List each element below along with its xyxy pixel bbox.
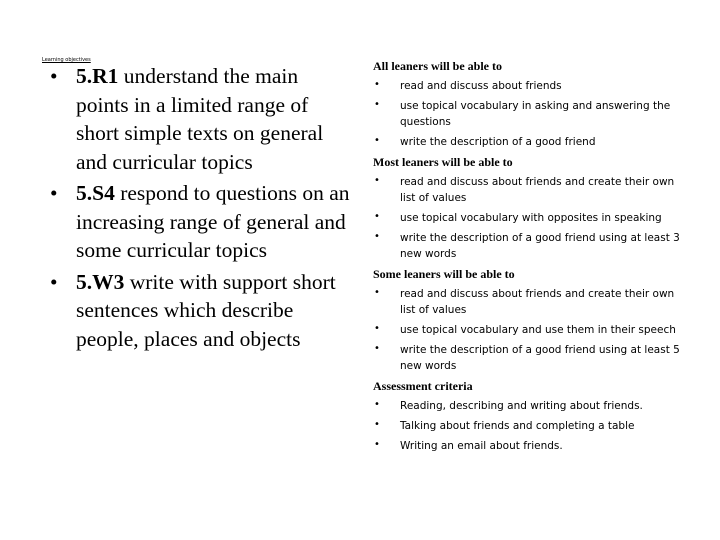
objective-item [44, 268, 350, 354]
objective-item [44, 179, 350, 265]
criteria-item [373, 286, 683, 318]
criteria-item [373, 342, 683, 374]
bullet-icon: • [374, 175, 380, 186]
objective-text: write with support short sentences which describe people, places and objects [76, 269, 336, 351]
bullet-icon: • [374, 211, 380, 222]
bullet-icon: • [374, 99, 380, 110]
criteria-text: read and discuss about friends and create their own list of values [400, 288, 675, 316]
bullet-icon: • [374, 135, 380, 146]
success-criteria-column [373, 58, 683, 458]
bullet-icon: • [374, 231, 380, 242]
objective-code: 5.S4 [76, 181, 115, 205]
criteria-text: Reading, describing and writing about friends. [400, 400, 643, 412]
most-learners-heading: Most leaners will be able to [373, 155, 513, 169]
criteria-text: Writing an email about friends. [400, 440, 563, 452]
criteria-item [373, 134, 683, 150]
most-learners-list [373, 174, 683, 262]
bullet-icon: • [374, 79, 380, 90]
criteria-text: read and discuss about friends and create their own list of values [400, 176, 675, 204]
bullet-icon: • [374, 439, 380, 450]
criteria-item [373, 322, 683, 338]
objective-code: 5.W3 [76, 269, 125, 294]
assessment-criteria-list [373, 398, 683, 454]
all-learners-heading: All leaners will be able to [373, 59, 502, 73]
bullet-icon: • [374, 419, 380, 430]
objective-text: respond to questions on an increasing range of general and some curricular topics [76, 181, 350, 262]
learning-objectives-heading: Learning objectives [42, 57, 91, 63]
criteria-item [373, 210, 683, 226]
some-learners-heading: Some leaners will be able to [373, 267, 515, 281]
criteria-text: use topical vocabulary with opposites in speaking [400, 212, 662, 224]
criteria-text: use topical vocabulary in asking and answering the questions [400, 100, 671, 128]
criteria-item [373, 78, 683, 94]
criteria-text: read and discuss about friends [400, 80, 562, 92]
criteria-text: write the description of a good friend using at least 5 new words [400, 344, 680, 372]
bullet-icon: • [50, 181, 58, 205]
criteria-item [373, 230, 683, 262]
criteria-text: write the description of a good friend using at least 3 new words [400, 232, 680, 260]
some-learners-list [373, 286, 683, 374]
bullet-icon: • [50, 64, 58, 88]
bullet-icon: • [374, 323, 380, 334]
criteria-text: write the description of a good friend [400, 136, 596, 148]
bullet-icon: • [374, 399, 380, 410]
assessment-criteria-heading: Assessment criteria [373, 379, 473, 393]
objective-text: understand the main points in a limited range of short simple texts on general and curricular topics [76, 64, 324, 174]
criteria-item [373, 398, 683, 414]
learning-objectives-list [44, 62, 350, 356]
criteria-text: Talking about friends and completing a table [400, 420, 635, 432]
criteria-item [373, 438, 683, 454]
criteria-item [373, 98, 683, 130]
objective-code: 5.R1 [76, 64, 119, 88]
bullet-icon: • [374, 287, 380, 298]
bullet-icon: • [50, 269, 58, 294]
all-learners-list [373, 78, 683, 150]
criteria-item [373, 418, 683, 434]
criteria-item [373, 174, 683, 206]
bullet-icon: • [374, 343, 380, 354]
criteria-text: use topical vocabulary and use them in their speech [400, 324, 676, 336]
objective-item [44, 62, 350, 176]
